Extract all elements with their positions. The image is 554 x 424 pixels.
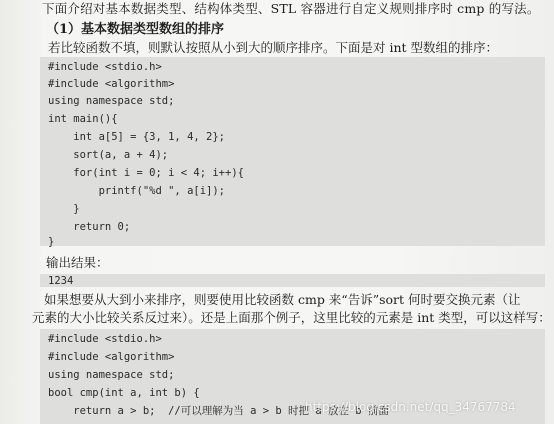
section-heading: （1）基本数据类型数组的排序 [46, 22, 225, 37]
code-line: } [48, 203, 80, 215]
code-line: int a[5] = {3, 1, 4, 2}; [48, 131, 226, 143]
paragraph-default-sort: 若比较函数不填，则默认按照从小到大的顺序排序。下面是对 int 型数组的排序： [48, 40, 499, 55]
code-line: #include <stdio.h> [48, 61, 162, 73]
code-line: #include <algorithm> [48, 351, 175, 363]
code-line: #include <stdio.h> [48, 333, 162, 345]
code-line: } [48, 236, 55, 248]
code-line: bool cmp(int a, int b) { [48, 387, 200, 399]
code-line: sort(a, a + 4); [48, 149, 169, 161]
code-block-sort-example [40, 57, 545, 246]
output-label: 输出结果： [46, 255, 109, 270]
code-line: printf("%d ", a[i]); [48, 185, 226, 197]
code-line: int main(){ [48, 113, 118, 125]
code-line: using namespace std; [48, 369, 175, 381]
code-line: return 0; [48, 221, 131, 233]
code-line: return a > b; //可以理解为当 a > b 时把 a 放在 b 前面 [48, 405, 389, 417]
output-block [40, 274, 545, 287]
watermark: https://blog.csdn.net/qq_34767784 [305, 400, 516, 414]
paragraph-line: 元素的大小比较关系反过来）。还是上面那个例子，这里比较的元素是 int 类型，可以这样写： [32, 310, 551, 325]
code-line: using namespace std; [48, 95, 175, 107]
paragraph-descending-sort [32, 291, 552, 327]
paragraph-line: 如果想要从大到小来排序，则要使用比较函数 cmp 来“告诉”sort 何时要交换元素（让 [44, 292, 521, 307]
output-value: 1234 [48, 275, 74, 287]
intro-text: 下面介绍对基本数据类型、结构体类型、STL 容器进行自定义规则排序时 cmp 的写法。 [42, 1, 540, 16]
code-line: #include <algorithm> [48, 78, 175, 90]
code-line: for(int i = 0; i < 4; i++){ [48, 167, 244, 179]
